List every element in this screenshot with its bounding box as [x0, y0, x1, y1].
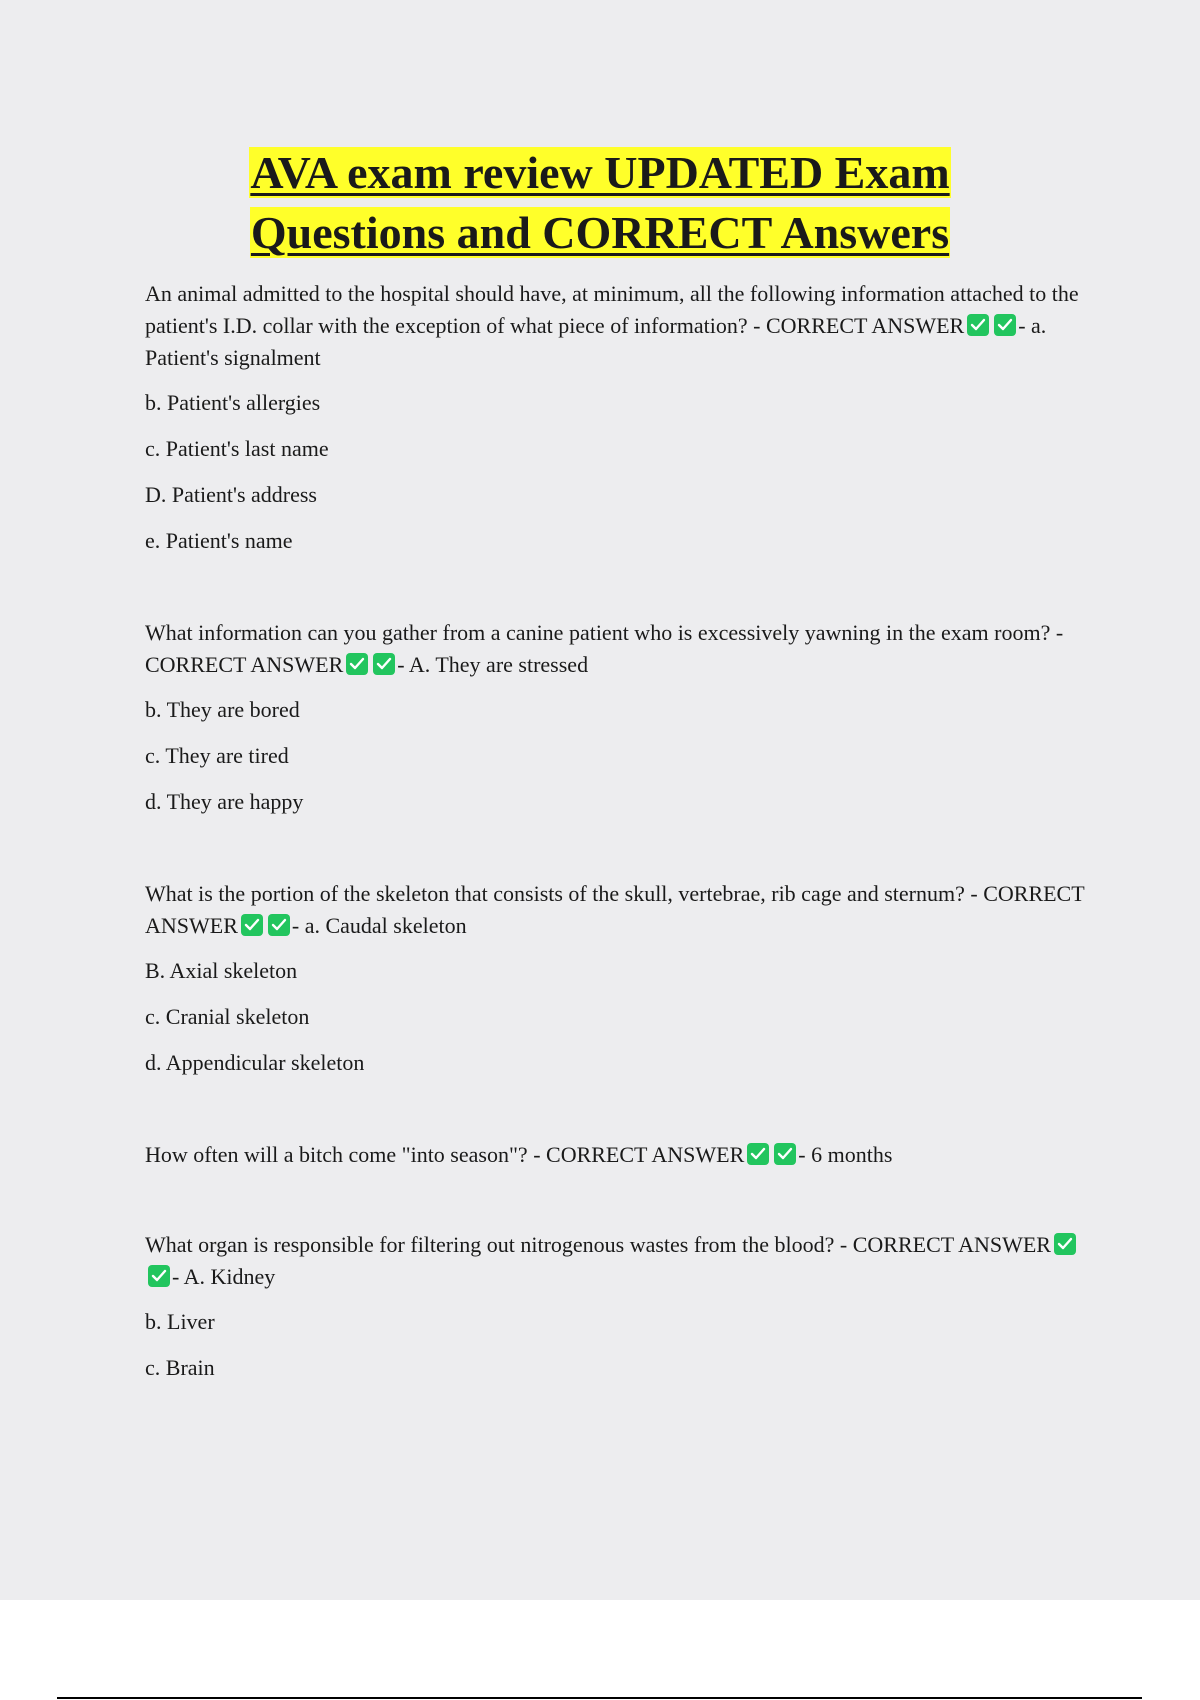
question-4 [145, 1139, 1095, 1171]
answer-option: d. They are happy [145, 789, 304, 814]
check-box-icon [774, 1143, 796, 1165]
correct-answer: - 6 months [798, 1142, 893, 1167]
check-box-icon [1054, 1233, 1076, 1255]
check-box-icon [241, 914, 263, 936]
answer-option: c. They are tired [145, 743, 289, 768]
title-line-2: Questions and CORRECT Answers [250, 207, 950, 258]
title-line-1: AVA exam review UPDATED Exam [250, 147, 950, 198]
question-1 [145, 278, 1095, 557]
page-title [249, 143, 950, 263]
question-prompt: What information can you gather from a canine patient who is excessively yawning in the exam room? - CORRECT ANSWER [145, 620, 1064, 677]
question-prompt: An animal admitted to the hospital should have, at minimum, all the following information attached to the patient's I.D. collar with the exception of what piece of information? - CORRECT ANSWER [145, 281, 1079, 338]
question-prompt: What is the portion of the skeleton that consists of the skull, vertebrae, rib cage and sternum? - CORRECT ANSWER [145, 881, 1085, 938]
question-prompt: How often will a bitch come "into season"? - CORRECT ANSWER [145, 1142, 745, 1167]
question-text [145, 1229, 1095, 1293]
answer-option: c. Cranial skeleton [145, 1004, 310, 1029]
check-box-icon [994, 314, 1016, 336]
answer-option: D. Patient's address [145, 482, 317, 507]
check-box-icon [346, 653, 368, 675]
check-box-icon [967, 314, 989, 336]
correct-answer: - A. They are stressed [397, 652, 589, 677]
answer-option: b. They are bored [145, 697, 300, 722]
question-text [145, 278, 1095, 374]
question-prompt: What organ is responsible for filtering out nitrogenous wastes from the blood? - CORRECT ANSWER [145, 1232, 1051, 1257]
question-text [145, 617, 1095, 681]
answer-option: B. Axial skeleton [145, 958, 298, 983]
check-box-icon [747, 1143, 769, 1165]
title-block [0, 143, 1200, 263]
correct-answer: - A. Kidney [172, 1264, 276, 1289]
answer-option: d. Appendicular skeleton [145, 1050, 365, 1075]
check-box-icon [268, 914, 290, 936]
question-2 [145, 617, 1095, 818]
question-text [145, 878, 1095, 942]
question-3 [145, 878, 1095, 1079]
answer-option: e. Patient's name [145, 528, 293, 553]
answer-option: b. Patient's allergies [145, 390, 321, 415]
question-list [145, 278, 1095, 1444]
question-text [145, 1139, 1095, 1171]
check-box-icon [373, 653, 395, 675]
footer-divider [57, 1697, 1142, 1699]
question-5 [145, 1229, 1095, 1384]
answer-option: c. Patient's last name [145, 436, 329, 461]
answer-option: c. Brain [145, 1355, 215, 1380]
answer-option: b. Liver [145, 1309, 215, 1334]
check-box-icon [148, 1265, 170, 1287]
correct-answer: - a. Caudal skeleton [291, 913, 467, 938]
correct-answer: - a. Patient's signalment [145, 313, 1047, 370]
